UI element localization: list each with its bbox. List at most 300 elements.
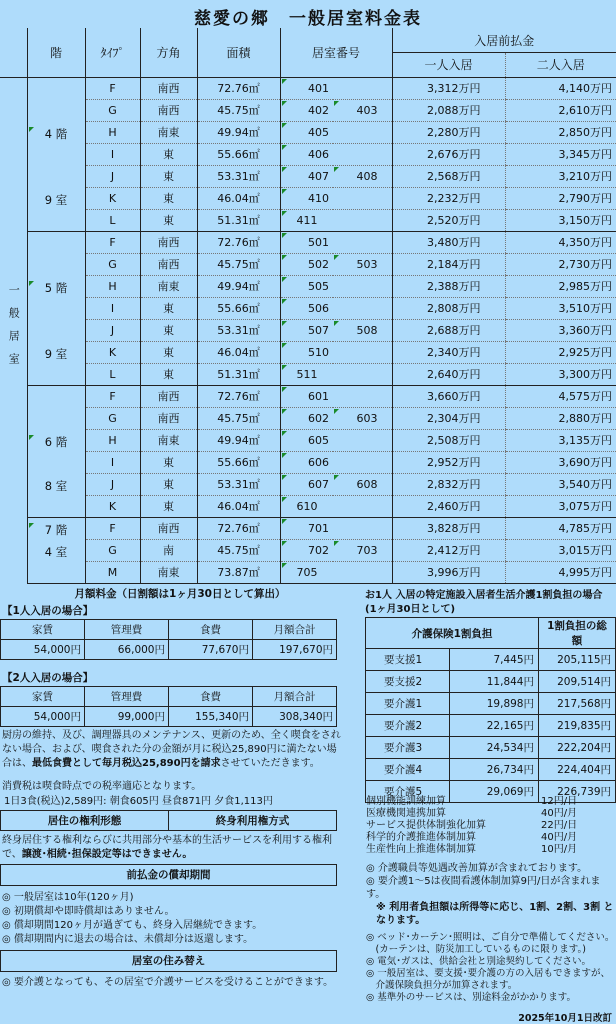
room-number-2 xyxy=(333,385,392,407)
addon-item xyxy=(366,844,616,856)
area: 46.04㎡ xyxy=(197,341,280,363)
room-number: 405 xyxy=(280,121,333,143)
price-single: 2,640万円 xyxy=(392,363,505,385)
room-type: G xyxy=(85,253,140,275)
area: 51.31㎡ xyxy=(197,209,280,231)
direction: 南西 xyxy=(140,407,197,429)
room-number: 607 xyxy=(280,473,333,495)
price-single: 3,996万円 xyxy=(392,561,505,583)
amortization-title: 前払金の償却期間 xyxy=(0,864,337,886)
room-number: 602 xyxy=(280,407,333,429)
room-price-table xyxy=(0,28,616,584)
header-area: 面積 xyxy=(197,28,280,77)
col-food: 食費 xyxy=(169,620,253,640)
floor-group xyxy=(27,77,85,231)
area: 73.87㎡ xyxy=(197,561,280,583)
area: 46.04㎡ xyxy=(197,187,280,209)
col-rent: 家賃 xyxy=(1,620,85,640)
table-row xyxy=(0,429,616,451)
care-level: 要支援2 xyxy=(366,671,450,693)
room-number-2 xyxy=(333,363,392,385)
page-title: 慈愛の郷 一般居室料金表 xyxy=(194,9,422,29)
addon-item xyxy=(366,820,616,832)
direction: 東 xyxy=(140,451,197,473)
care-subtitle: (1ヶ月30日として) xyxy=(365,604,456,615)
room-number-2: 508 xyxy=(333,319,392,341)
note: ◎ ベッド･カーテン･照明は、ご自分で準備してください。 xyxy=(366,932,615,943)
price-double: 2,925万円 xyxy=(505,341,616,363)
table-row xyxy=(0,165,616,187)
room-number: 705 xyxy=(280,561,333,583)
area: 55.66㎡ xyxy=(197,297,280,319)
area: 72.76㎡ xyxy=(197,385,280,407)
room-number-2 xyxy=(333,231,392,253)
direction: 東 xyxy=(140,363,197,385)
room-number: 406 xyxy=(280,143,333,165)
direction: 東 xyxy=(140,473,197,495)
care-copay: 7,445円 xyxy=(450,649,539,671)
area: 49.94㎡ xyxy=(197,121,280,143)
direction: 南東 xyxy=(140,429,197,451)
addon-price: 40円/月 xyxy=(541,808,578,819)
double-label: 【2人入居の場合】 xyxy=(2,672,94,684)
room-number-2: 503 xyxy=(333,253,392,275)
addon-price: 12円/日 xyxy=(541,796,578,807)
area: 49.94㎡ xyxy=(197,275,280,297)
care-row xyxy=(366,759,616,781)
room-number: 510 xyxy=(280,341,333,363)
table-row xyxy=(0,385,616,407)
price-single: 2,088万円 xyxy=(392,99,505,121)
category-label: 一般居室 xyxy=(7,284,21,377)
room-number-2 xyxy=(333,143,392,165)
price-double: 4,140万円 xyxy=(505,77,616,99)
room-number-2 xyxy=(333,187,392,209)
addon-name: サービス提供体制強化加算 xyxy=(366,820,486,831)
room-number: 411 xyxy=(280,209,333,231)
table-row xyxy=(0,407,616,429)
header-floor: 階 xyxy=(27,28,85,77)
room-number: 511 xyxy=(280,363,333,385)
relocation-title: 居室の住み替え xyxy=(0,950,337,972)
revision-date: 2025年10月1日改訂 xyxy=(518,1013,612,1024)
price-double: 4,350万円 xyxy=(505,231,616,253)
direction: 南東 xyxy=(140,121,197,143)
care-copay: 11,844円 xyxy=(450,671,539,693)
note: ◎ 要介護1～5は夜間看護体制加算9円/日が含まれます。 xyxy=(366,876,601,900)
price-single: 2,568万円 xyxy=(392,165,505,187)
table-row xyxy=(0,319,616,341)
price-single: 3,312万円 xyxy=(392,77,505,99)
room-type: F xyxy=(85,517,140,539)
area: 51.31㎡ xyxy=(197,363,280,385)
single-label: 【1人入居の場合】 xyxy=(2,605,94,617)
table-row xyxy=(0,143,616,165)
care-total: 205,115円 xyxy=(539,649,616,671)
relocation-item: ◎ 要介護となっても、その居室で介護サービスを受けることができます。 xyxy=(2,977,334,988)
addon-item xyxy=(366,832,616,844)
table-row xyxy=(0,539,616,561)
room-number: 507 xyxy=(280,319,333,341)
price-single: 2,412万円 xyxy=(392,539,505,561)
care-row xyxy=(366,671,616,693)
room-number: 601 xyxy=(280,385,333,407)
room-type: K xyxy=(85,187,140,209)
price-single: 2,388万円 xyxy=(392,275,505,297)
room-number: 605 xyxy=(280,429,333,451)
note: ◎ 介護職員等処遇改善加算が含まれております。 xyxy=(366,863,588,874)
list-item: ◎ 償却期間内に退去の場合は、未償却分は返還します。 xyxy=(2,934,254,945)
table-row xyxy=(0,473,616,495)
floor-group xyxy=(27,231,85,385)
addon-item xyxy=(366,808,616,820)
care-total: 209,514円 xyxy=(539,671,616,693)
table-row xyxy=(0,209,616,231)
food-note xyxy=(2,729,342,771)
room-number-2: 603 xyxy=(333,407,392,429)
room-number: 502 xyxy=(280,253,333,275)
room-type: K xyxy=(85,341,140,363)
room-number-2 xyxy=(333,451,392,473)
area: 55.66㎡ xyxy=(197,143,280,165)
area: 72.76㎡ xyxy=(197,77,280,99)
room-number: 401 xyxy=(280,77,333,99)
rights-desc-bold: 譲渡･相続･担保設定等はできません。 xyxy=(21,849,193,860)
room-number-2: 703 xyxy=(333,539,392,561)
room-number-2 xyxy=(333,561,392,583)
direction: 南東 xyxy=(140,275,197,297)
floor-label: 7 階 xyxy=(28,522,85,538)
note: ◎ 電気･ガスは、供給会社と別途契約してください。 xyxy=(366,956,592,967)
price-single: 2,184万円 xyxy=(392,253,505,275)
room-number-2 xyxy=(333,121,392,143)
care-level: 要支援1 xyxy=(366,649,450,671)
area: 46.04㎡ xyxy=(197,495,280,517)
addon-item xyxy=(366,796,616,808)
care-total: 217,568円 xyxy=(539,693,616,715)
price-double: 2,610万円 xyxy=(505,99,616,121)
note: ◎ 基準外のサービスは、別途料金がかかります。 xyxy=(366,992,577,1003)
price-double: 3,150万円 xyxy=(505,209,616,231)
price-double: 4,785万円 xyxy=(505,517,616,539)
room-number: 505 xyxy=(280,275,333,297)
total: 308,340円 xyxy=(253,707,337,727)
room-type: K xyxy=(85,495,140,517)
care-total: 222,204円 xyxy=(539,737,616,759)
care-level: 要介護2 xyxy=(366,715,450,737)
room-number-2 xyxy=(333,297,392,319)
rent: 54,000円 xyxy=(1,640,85,660)
table-row xyxy=(0,99,616,121)
area: 45.75㎡ xyxy=(197,99,280,121)
price-double: 3,690万円 xyxy=(505,451,616,473)
table-row xyxy=(0,341,616,363)
care-copay: 19,898円 xyxy=(450,693,539,715)
col-food: 食費 xyxy=(169,687,253,707)
area: 53.31㎡ xyxy=(197,473,280,495)
price-single: 2,688万円 xyxy=(392,319,505,341)
room-count-label: 9 室 xyxy=(44,346,68,361)
price-double: 3,300万円 xyxy=(505,363,616,385)
room-type: M xyxy=(85,561,140,583)
room-number-2: 608 xyxy=(333,473,392,495)
direction: 東 xyxy=(140,319,197,341)
room-type: J xyxy=(85,473,140,495)
food: 155,340円 xyxy=(169,707,253,727)
food-note-end: させていただきます。 xyxy=(220,758,320,769)
care-title: お1人 入居の特定施設入居者生活介護1割負担の場合 xyxy=(365,590,603,601)
direction: 東 xyxy=(140,187,197,209)
management: 66,000円 xyxy=(85,640,169,660)
room-type: G xyxy=(85,407,140,429)
price-double: 3,210万円 xyxy=(505,165,616,187)
care-col1: 介護保険1割負担 xyxy=(366,618,539,649)
care-copay: 24,534円 xyxy=(450,737,539,759)
price-double: 3,540万円 xyxy=(505,473,616,495)
table-row xyxy=(0,77,616,99)
addon-name: 個別機能訓練加算 xyxy=(366,796,446,807)
care-level: 要介護3 xyxy=(366,737,450,759)
area: 55.66㎡ xyxy=(197,451,280,473)
room-type: L xyxy=(85,209,140,231)
addon-price: 40円/月 xyxy=(541,832,578,843)
area: 45.75㎡ xyxy=(197,539,280,561)
col-total: 月額合計 xyxy=(253,620,337,640)
col-total: 月額合計 xyxy=(253,687,337,707)
price-double: 3,015万円 xyxy=(505,539,616,561)
care-level: 要介護4 xyxy=(366,759,450,781)
management: 99,000円 xyxy=(85,707,169,727)
care-total: 224,404円 xyxy=(539,759,616,781)
table-row xyxy=(0,451,616,473)
col-management: 管理費 xyxy=(85,620,169,640)
care-copay: 22,165円 xyxy=(450,715,539,737)
addon-list xyxy=(366,796,616,856)
room-number: 501 xyxy=(280,231,333,253)
list-item: ◎ 初期償却や即時償却はありません。 xyxy=(2,906,175,917)
list-item: ◎ 償却期間120ヶ月が過ぎても、終身入居継続できます。 xyxy=(2,920,263,931)
food: 77,670円 xyxy=(169,640,253,660)
price-single: 2,520万円 xyxy=(392,209,505,231)
room-count-label: 9 室 xyxy=(44,192,68,207)
care-level: 要介護1 xyxy=(366,693,450,715)
room-number-2 xyxy=(333,341,392,363)
note: 介護保険負担分が加算されます。 xyxy=(366,980,518,991)
price-single: 2,304万円 xyxy=(392,407,505,429)
direction: 東 xyxy=(140,209,197,231)
direction: 東 xyxy=(140,165,197,187)
room-type: J xyxy=(85,165,140,187)
room-type: F xyxy=(85,385,140,407)
room-number: 506 xyxy=(280,297,333,319)
direction: 東 xyxy=(140,341,197,363)
price-double: 2,730万円 xyxy=(505,253,616,275)
price-single: 2,676万円 xyxy=(392,143,505,165)
rent: 54,000円 xyxy=(1,707,85,727)
price-single: 2,232万円 xyxy=(392,187,505,209)
floor-label: 4 階 xyxy=(28,126,85,142)
room-number-2 xyxy=(333,429,392,451)
floor-label: 5 階 xyxy=(28,280,85,296)
care-copay: 26,734円 xyxy=(450,759,539,781)
header-prepay: 入居前払金 xyxy=(392,28,616,53)
room-number-2: 408 xyxy=(333,165,392,187)
direction: 東 xyxy=(140,495,197,517)
addon-name: 科学的介護推進体制加算 xyxy=(366,832,476,843)
room-type: H xyxy=(85,121,140,143)
note: (カーテンは、防災加工しているものに限ります。) xyxy=(366,944,586,955)
col-management: 管理費 xyxy=(85,687,169,707)
price-double: 2,880万円 xyxy=(505,407,616,429)
price-single: 3,660万円 xyxy=(392,385,505,407)
room-number: 407 xyxy=(280,165,333,187)
monthly-title: 月額料金（日割額は1ヶ月30日として算出） xyxy=(74,588,286,600)
area: 45.75㎡ xyxy=(197,253,280,275)
room-count-label: 8 室 xyxy=(44,478,68,493)
header-type: ﾀｲﾌﾟ xyxy=(85,28,140,77)
price-double: 2,790万円 xyxy=(505,187,616,209)
room-type: G xyxy=(85,99,140,121)
food-note-bold: 最低食費として毎月税込25,890円を請求 xyxy=(32,758,221,769)
col-rent: 家賃 xyxy=(1,687,85,707)
room-number-2 xyxy=(333,517,392,539)
area: 45.75㎡ xyxy=(197,407,280,429)
addon-name: 生産性向上推進体制加算 xyxy=(366,844,476,855)
room-number: 402 xyxy=(280,99,333,121)
addon-price: 22円/日 xyxy=(541,820,578,831)
direction: 南西 xyxy=(140,231,197,253)
area: 72.76㎡ xyxy=(197,231,280,253)
table-row xyxy=(0,363,616,385)
single-monthly-table xyxy=(0,619,337,660)
table-row xyxy=(0,517,616,539)
area: 49.94㎡ xyxy=(197,429,280,451)
care-col2: 1割負担の総額 xyxy=(539,618,616,649)
total: 197,670円 xyxy=(253,640,337,660)
room-number: 610 xyxy=(280,495,333,517)
table-row xyxy=(0,275,616,297)
note-bold: ※ 利用者負担額は所得等に応じ、1割、2割、3割 となります。 xyxy=(376,902,614,926)
direction: 南西 xyxy=(140,517,197,539)
floor-label: 6 階 xyxy=(28,434,85,450)
room-type: L xyxy=(85,363,140,385)
care-table xyxy=(365,617,616,803)
price-double: 3,510万円 xyxy=(505,297,616,319)
area: 53.31㎡ xyxy=(197,165,280,187)
room-type: H xyxy=(85,275,140,297)
rights-desc xyxy=(2,834,342,862)
price-double: 2,985万円 xyxy=(505,275,616,297)
direction: 東 xyxy=(140,297,197,319)
price-double: 4,995万円 xyxy=(505,561,616,583)
room-number-2: 403 xyxy=(333,99,392,121)
floor-group xyxy=(27,385,85,517)
care-total: 219,835円 xyxy=(539,715,616,737)
area: 53.31㎡ xyxy=(197,319,280,341)
table-row xyxy=(0,495,616,517)
note: ◎ 一般居室は、要支援･要介護の方の入居もできますが、 xyxy=(366,968,611,979)
direction: 南 xyxy=(140,539,197,561)
room-count-label: 4 室 xyxy=(44,544,68,559)
rights-desc-text: 終身居住する権利ならびに共用部分や基本的生活サービスを利用する権利で、 xyxy=(2,835,332,860)
room-type: I xyxy=(85,297,140,319)
rights-table xyxy=(0,810,337,831)
direction: 南西 xyxy=(140,253,197,275)
area: 72.76㎡ xyxy=(197,517,280,539)
price-single: 2,340万円 xyxy=(392,341,505,363)
rights-value: 終身利用権方式 xyxy=(169,811,337,831)
direction: 南西 xyxy=(140,77,197,99)
room-type: I xyxy=(85,451,140,473)
price-double: 3,135万円 xyxy=(505,429,616,451)
direction: 東 xyxy=(140,143,197,165)
direction: 南西 xyxy=(140,99,197,121)
tax-note: 消費税は喫食時点での税率適応となります。 xyxy=(2,781,202,792)
care-row xyxy=(366,737,616,759)
addon-price: 10円/月 xyxy=(541,844,578,855)
price-double: 2,850万円 xyxy=(505,121,616,143)
care-row xyxy=(366,693,616,715)
list-item: ◎ 一般居室は10年(120ヶ月) xyxy=(2,892,134,903)
price-single: 2,460万円 xyxy=(392,495,505,517)
care-level: 要介護5 xyxy=(366,781,450,803)
price-double: 3,075万円 xyxy=(505,495,616,517)
care-copay: 29,069円 xyxy=(450,781,539,803)
header-direction: 方角 xyxy=(140,28,197,77)
table-row xyxy=(0,297,616,319)
price-single: 2,808万円 xyxy=(392,297,505,319)
price-single: 2,280万円 xyxy=(392,121,505,143)
table-row xyxy=(0,121,616,143)
room-number: 702 xyxy=(280,539,333,561)
room-number-2 xyxy=(333,275,392,297)
room-number-2 xyxy=(333,495,392,517)
price-single: 2,952万円 xyxy=(392,451,505,473)
food-note-text: 厨房の維持、及び、調理器具のメンテナンス、更新のため、全く喫食をされない場合、および、喫食された分の金額が月に税込25,890円に満たない場合は、 xyxy=(2,730,341,769)
header-room: 居室番号 xyxy=(280,28,392,77)
table-row xyxy=(0,187,616,209)
direction: 南東 xyxy=(140,561,197,583)
price-single: 3,828万円 xyxy=(392,517,505,539)
amortization-list xyxy=(2,891,262,947)
room-type: J xyxy=(85,319,140,341)
direction: 南西 xyxy=(140,385,197,407)
floor-group xyxy=(27,517,85,583)
price-single: 3,480万円 xyxy=(392,231,505,253)
rights-label: 居住の権利形態 xyxy=(1,811,169,831)
room-type: G xyxy=(85,539,140,561)
double-monthly-table xyxy=(0,686,337,727)
meal-prices: 1日3食(税込)2,589円: 朝食605円 昼食871円 夕食1,113円 xyxy=(4,796,273,807)
care-notes xyxy=(366,862,616,927)
header-double: 二人入居 xyxy=(505,53,616,78)
header-single: 一人入居 xyxy=(392,53,505,78)
price-double: 3,360万円 xyxy=(505,319,616,341)
room-type: I xyxy=(85,143,140,165)
table-row xyxy=(0,561,616,583)
table-row xyxy=(0,253,616,275)
table-row xyxy=(0,231,616,253)
price-double: 4,575万円 xyxy=(505,385,616,407)
room-type: F xyxy=(85,231,140,253)
room-number-2 xyxy=(333,209,392,231)
room-number: 606 xyxy=(280,451,333,473)
room-number: 701 xyxy=(280,517,333,539)
price-double: 3,345万円 xyxy=(505,143,616,165)
room-number: 410 xyxy=(280,187,333,209)
price-single: 2,508万円 xyxy=(392,429,505,451)
addon-name: 医療機関連携加算 xyxy=(366,808,446,819)
